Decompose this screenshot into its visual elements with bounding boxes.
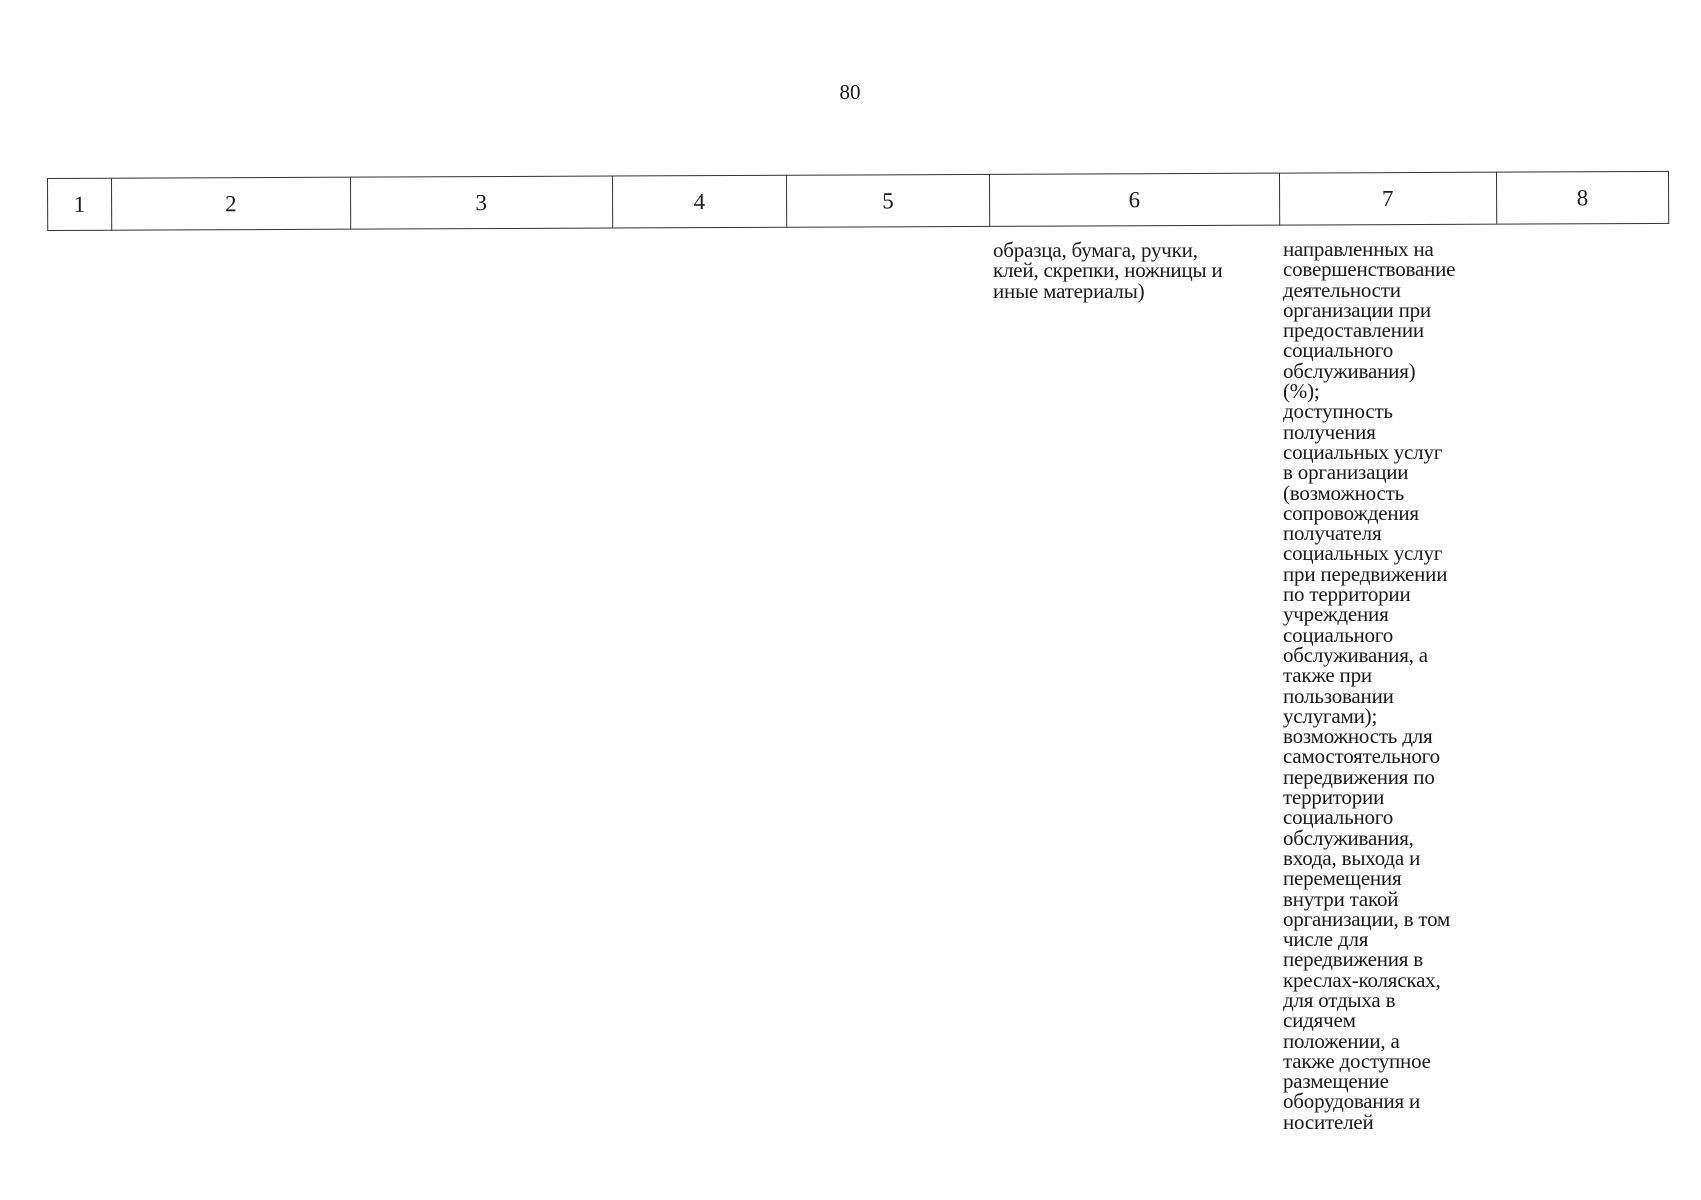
- column-header-6: 6: [989, 173, 1279, 226]
- header-row: [48, 171, 1669, 230]
- column-header-7: 7: [1279, 172, 1496, 225]
- column-header-8: 8: [1496, 171, 1669, 224]
- column-number-header-table: [47, 171, 1669, 231]
- page-number: 80: [839, 80, 861, 104]
- column-7-cell-text: направленных на совершенствование деятельности организации при предоставлении социального обслуживания) (%); доступность получения социальных услуг в организации (возможность сопровождения получателя социальных услуг при передвижении по территории учреждения социального обслуживания, а также при пользовании услугами); возможность для самостоятельного передвижения по территории социального обслуживания, входа, выхода и перемещения внутри такой организации, в том числе для передвижения в креслах-колясках, для отдыха в сидячем положении, а также доступное размещение оборудования и носителей: [1283, 237, 1456, 1134]
- column-header-1: 1: [48, 178, 112, 230]
- column-header-5: 5: [786, 174, 989, 227]
- column-6-cell-text: образца, бумага, ручки, клей, скрепки, ножницы и иные материалы): [993, 238, 1223, 303]
- column-header-4: 4: [612, 175, 786, 228]
- column-header-3: 3: [350, 176, 612, 229]
- column-header-2: 2: [111, 177, 350, 230]
